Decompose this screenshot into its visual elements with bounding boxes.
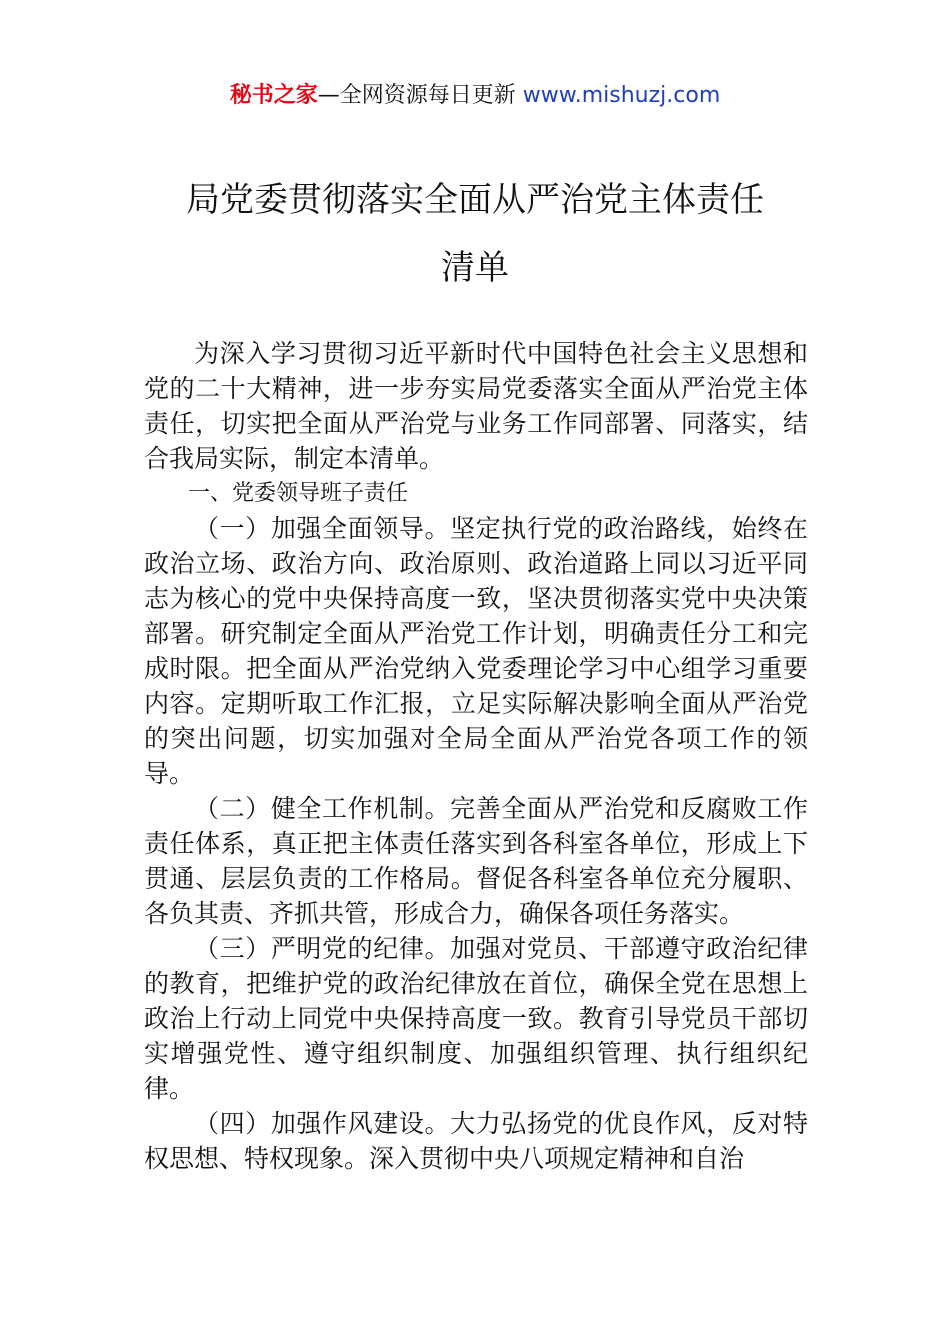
brand-name: 秘书之家	[229, 83, 318, 108]
body-paragraph: （四）加强作风建设。大力弘扬党的优良作风，反对特权思想、特权现象。深入贯彻中央八项规定精神和自治	[144, 1109, 808, 1173]
header-slogan: —全网资源每日更新	[317, 83, 516, 108]
section-heading: 一、党委领导班子责任	[188, 481, 409, 506]
document-body	[144, 336, 808, 1176]
body-paragraph: （二）健全工作机制。完善全面从严治党和反腐败工作责任体系，真正把主体责任落实到各科室各单位，形成上下贯通、层层负责的工作格局。督促各科室各单位充分履职、各负其责、齐抓共管，形成合力，确保各项任务落实。	[144, 794, 808, 928]
site-url[interactable]: www.mishuzj.com	[522, 83, 721, 108]
body-paragraph: （一）加强全面领导。坚定执行党的政治路线，始终在政治立场、政治方向、政治原则、政治道路上同以习近平同志为核心的党中央保持高度一致，坚决贯彻落实党中央决策部署。研究制定全面从严治党工作计划，明确责任分工和完成时限。把全面从严治党纳入党委理论学习中心组学习重要内容。定期听取工作汇报，立足实际解决影响全面从严治党的突出问题，切实加强对全局全面从严治党各项工作的领导。	[144, 514, 808, 788]
site-header	[0, 80, 950, 112]
body-paragraph: （三）严明党的纪律。加强对党员、干部遵守政治纪律的教育，把维护党的政治纪律放在首位，确保全党在思想上政治上行动上同党中央保持高度一致。教育引导党员干部切实增强党性、遵守组织制度、加强组织管理、执行组织纪律。	[144, 934, 808, 1103]
document-title-line-2: 清单	[441, 248, 509, 288]
intro-paragraph: 为深入学习贯彻习近平新时代中国特色社会主义思想和党的二十大精神，进一步夯实局党委落实全面从严治党主体责任，切实把全面从严治党与业务工作同部署、同落实，结合我局实际，制定本清单。	[144, 339, 808, 473]
document-title-line-1: 局党委贯彻落实全面从严治党主体责任	[186, 180, 764, 220]
